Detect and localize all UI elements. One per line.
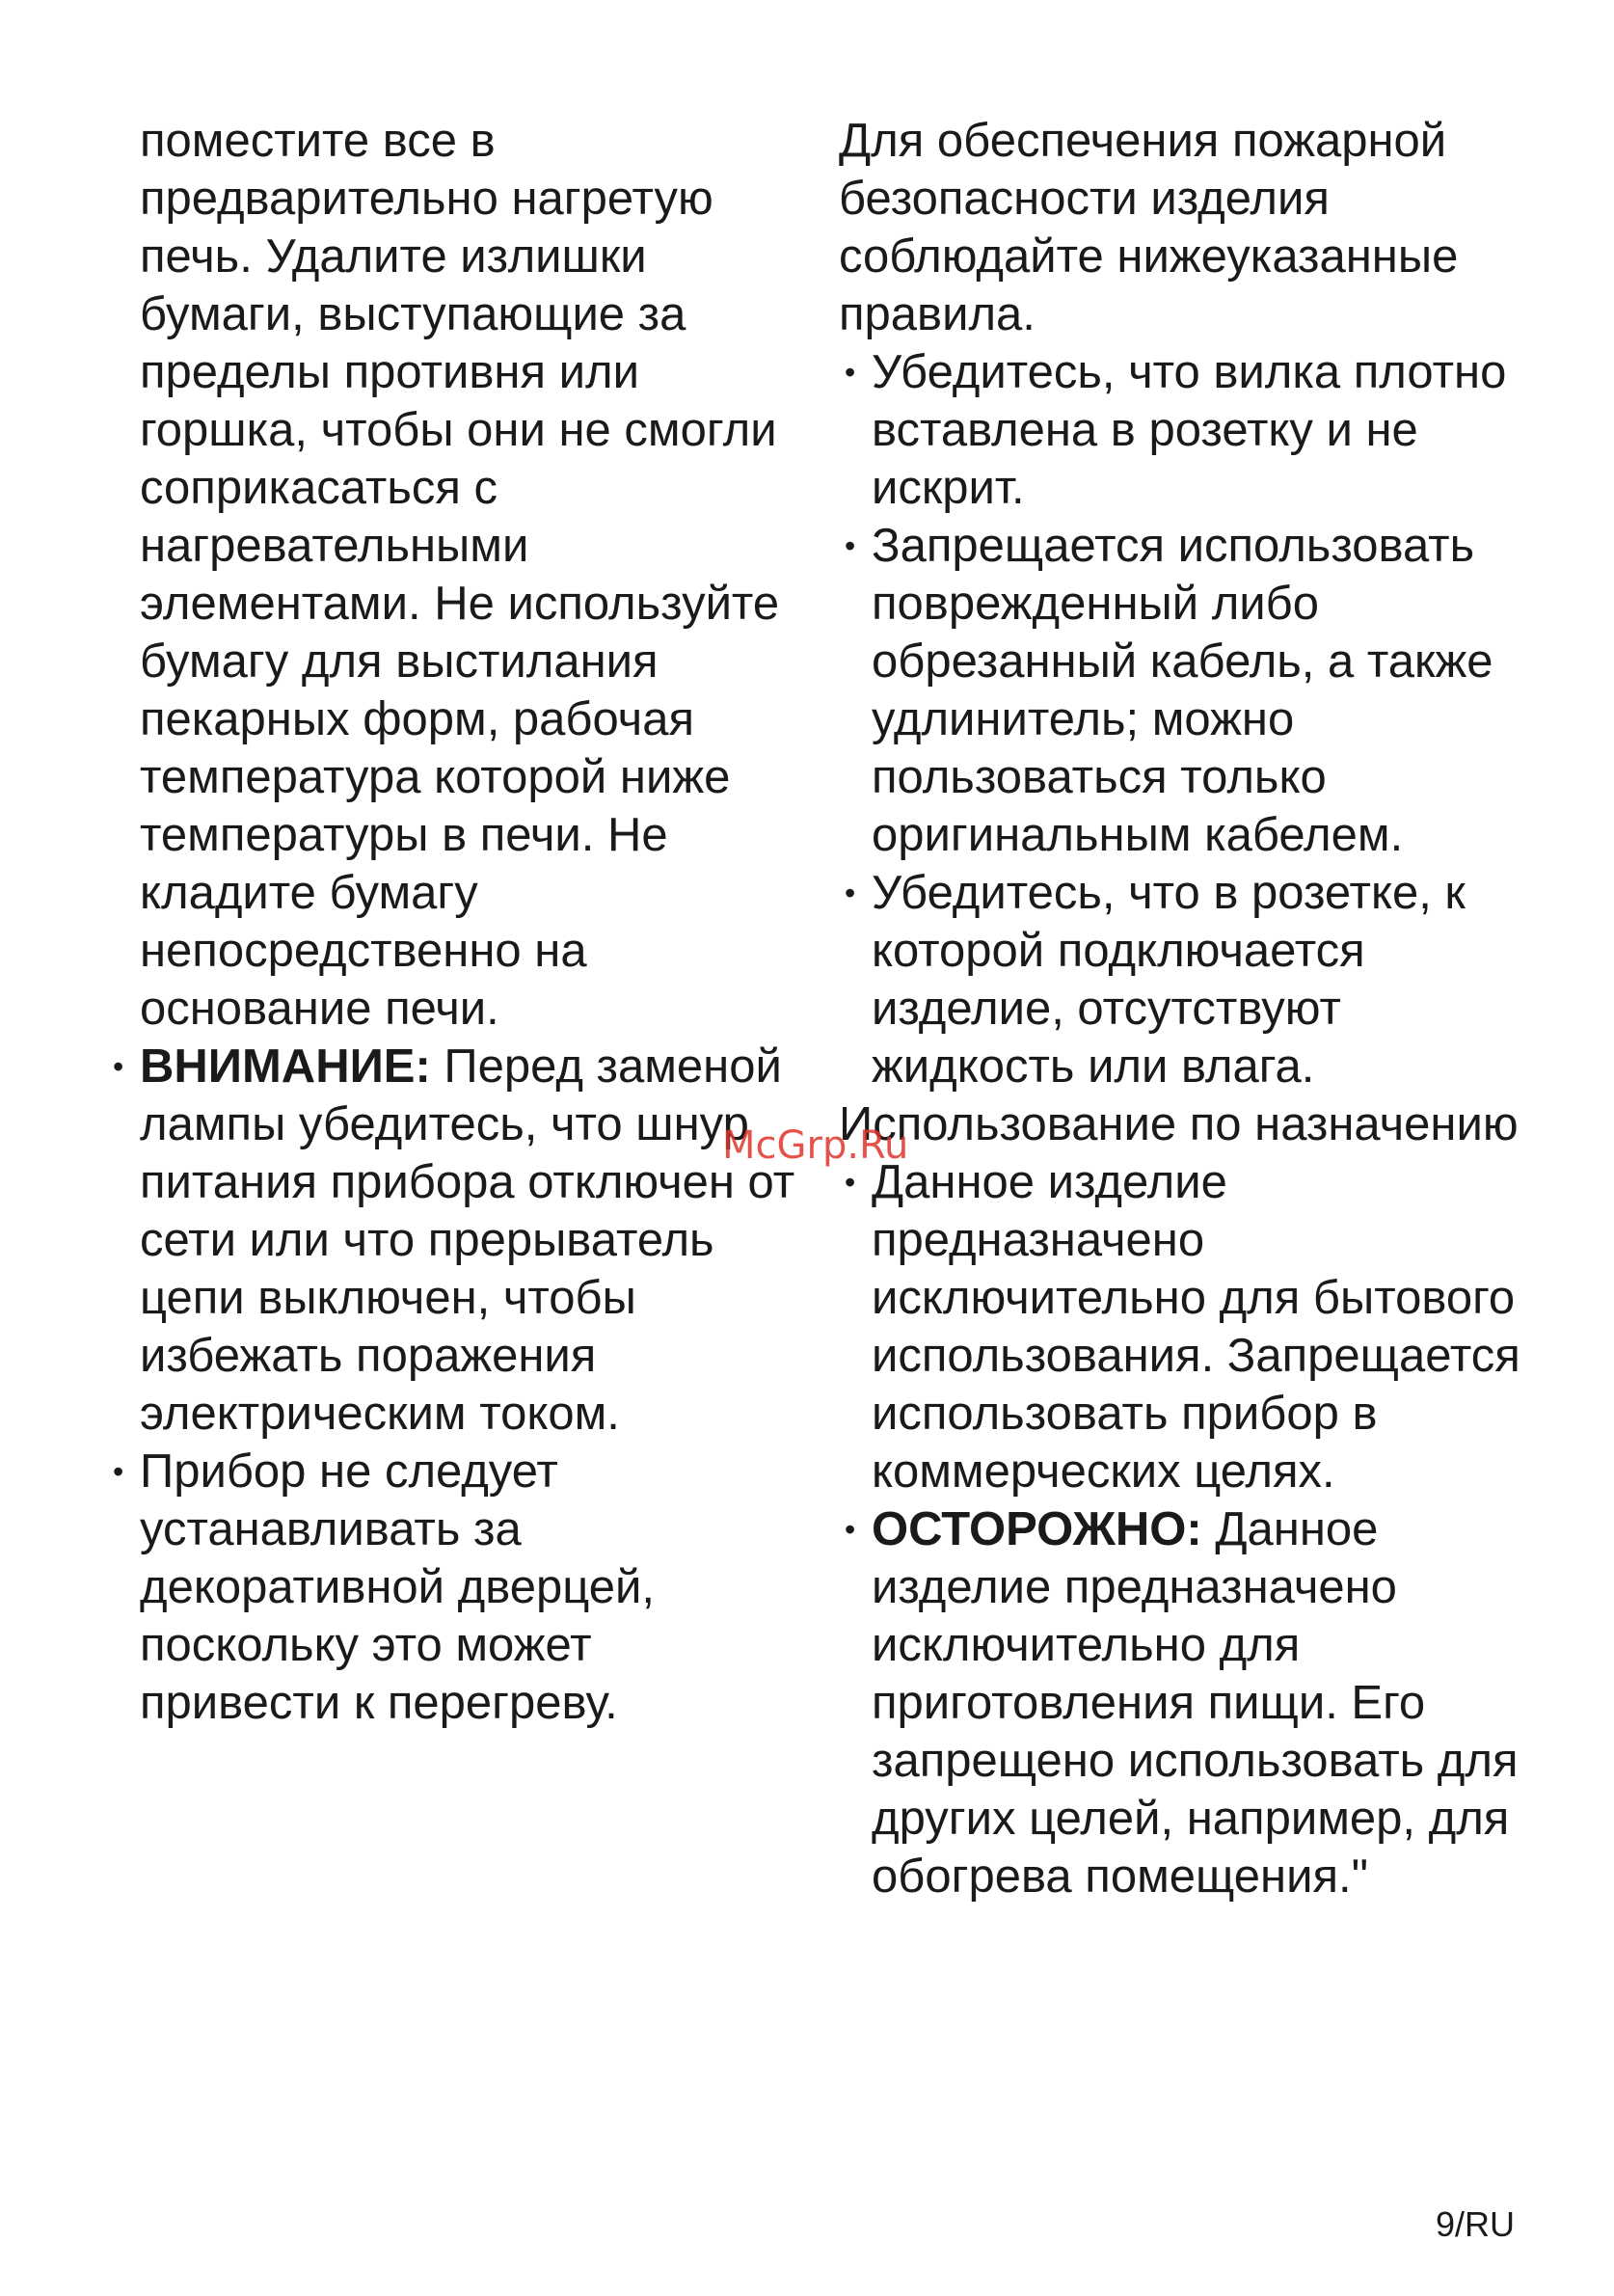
bullet-icon: • <box>845 355 856 390</box>
bullet-icon: • <box>845 1165 856 1200</box>
list-item-household-use <box>839 1153 1533 1500</box>
cable-text: Запрещается использовать поврежденный либо обрезанный кабель, а также удлинитель; можно пользоваться только оригинальным кабелем. <box>872 520 1493 861</box>
warning-label: ВНИМАНИЕ: <box>140 1040 431 1093</box>
watermark: McGrp.Ru <box>722 1123 909 1168</box>
bullet-icon: • <box>845 528 856 563</box>
list-item-decorative-door <box>107 1443 795 1732</box>
list-item-plug <box>839 343 1533 517</box>
intro-paragraph: поместите все в предварительно нагретую печь. Удалите излишки бумаги, выступающие за пределы противня или горшка, чтобы они не смогли соприкасаться с нагревательными элементами. Не используйте бумагу для выстилания пекарных форм, рабочая температура которой ниже температуры в печи. Не кладите бумагу непосредственно на основание печи. <box>140 115 780 1035</box>
intended-use-heading: Использование по назначению <box>839 1098 1519 1150</box>
bullet-icon: • <box>113 1049 124 1084</box>
warning-text: Перед заменой лампы убедитесь, что шнур питания прибора отключен от сети или что прерыватель цепи выключен, чтобы избежать поражения электрическим током. <box>140 1040 795 1440</box>
household-use-text: Данное изделие предназначено исключительно для бытового использования. Запрещается использовать прибор в коммерческих целях. <box>872 1156 1520 1498</box>
plug-text: Убедитесь, что вилка плотно вставлена в розетку и не искрит. <box>872 346 1507 514</box>
list-item-warning <box>107 1038 795 1443</box>
bullet-icon: • <box>113 1454 124 1489</box>
left-column <box>113 112 795 1732</box>
right-column <box>839 112 1533 1905</box>
caution-label: ОСТОРОЖНО: <box>872 1503 1202 1555</box>
list-item-cable <box>839 517 1533 864</box>
fire-safety-intro: Для обеспечения пожарной безопасности изделия соблюдайте нижеуказанные правила. <box>839 115 1459 340</box>
list-item-caution <box>839 1500 1533 1905</box>
page-number: 9/RU <box>1435 2204 1515 2244</box>
list-item-socket <box>839 864 1533 1095</box>
caution-text: Данное изделие предназначено исключительно для приготовления пищи. Его запрещено использовать для других целей, например, для обогрева помещения." <box>872 1503 1519 1903</box>
bullet-icon: • <box>845 876 856 910</box>
socket-text: Убедитесь, что в розетке, к которой подключается изделие, отсутствуют жидкость или влага. <box>872 867 1466 1093</box>
decorative-door-text: Прибор не следует устанавливать за декоративной дверцей, поскольку это может привести к перегреву. <box>140 1445 655 1729</box>
bullet-icon: • <box>845 1512 856 1547</box>
